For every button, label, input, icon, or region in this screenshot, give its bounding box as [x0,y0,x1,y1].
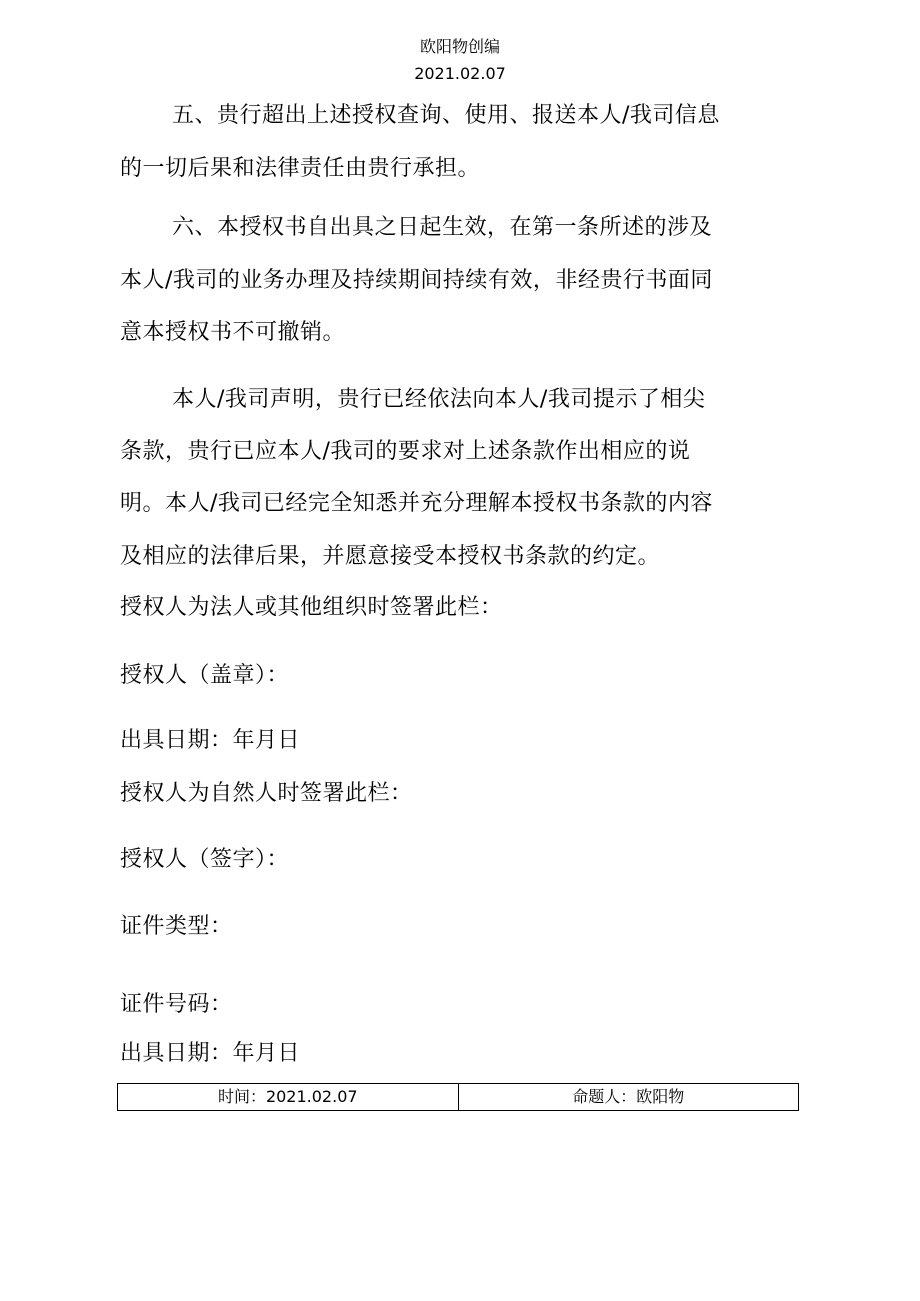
header-title: 欧阳物创编 [419,37,500,56]
declaration-line-2: 条款，贵行已应本人/我司的要求对上述条款作出相应的说 [120,439,691,464]
id-number-label: 证件号码： [120,992,233,1017]
id-type-label: 证件类型： [120,914,233,939]
clause-5-line-2: 的一切后果和法律责任由贵行承担。 [120,156,481,181]
signature-label: 授权人（签字）： [120,847,290,872]
declaration-line-1: 本人/我司声明，贵行已经依法向本人/我司提示了相尖 [172,387,706,412]
declaration-line-3: 明。本人/我司已经完全知悉并充分理解本授权书条款的内容 [120,491,713,516]
legal-person-heading: 授权人为法人或其他组织时签署此栏： [120,595,503,620]
declaration-line-4: 及相应的法律后果，并愿意接受本授权书条款的约定。 [120,544,661,569]
natural-person-date-label: 出具日期：年月日 [120,1041,301,1066]
footer-table [117,1083,799,1111]
header-date: 2021.02.07 [414,64,506,83]
footer-author: 命题人：欧阳物 [458,1084,799,1110]
clause-6-line-2: 本人/我司的业务办理及持续期间持续有效，非经贵行书面同 [120,268,713,293]
seal-label: 授权人（盖章）： [120,663,290,688]
legal-person-date-label: 出具日期：年月日 [120,728,301,753]
natural-person-heading: 授权人为自然人时签署此栏： [120,781,413,806]
footer-time: 时间：2021.02.07 [217,1087,358,1106]
clause-5-line-1: 五、贵行超出上述授权查询、使用、报送本人/我司信息 [172,103,720,128]
clause-6-line-3: 意本授权书不可撤销。 [120,320,346,345]
clause-6-line-1: 六、本授权书自出具之日起生效，在第一条所述的涉及 [172,215,713,240]
